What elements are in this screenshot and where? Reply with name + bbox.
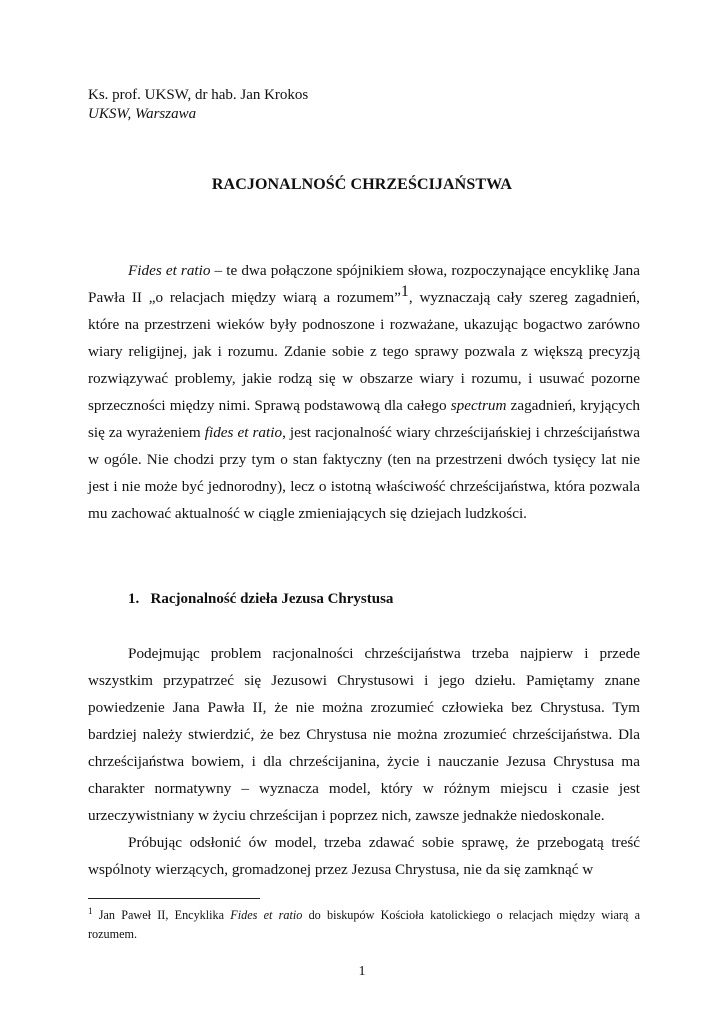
author-block — [88, 86, 308, 124]
author-affiliation: UKSW, Warszawa — [88, 106, 197, 122]
section-heading: 1. Racjonalność dzieła Jezusa Chrystusa — [128, 591, 394, 607]
body-paragraph: Podejmując problem racjonalności chrześcijaństwa trzeba najpierw i przede wszystkim przypatrzeć się Jezusowi Chrystusowi i jego dziełu. Pamiętamy znane powiedzenie Jana Pawła II, że nie można zrozumieć człowieka bez Chrystusa. Tym bardziej należy stwierdzić, że bez Chrystusa nie można zrozumieć chrześcijaństwa. Dla chrześcijaństwa bowiem, i dla chrześcijanina, życie i nauczanie Jezusa Chrystusa ma charakter normatywny – wyznacza model, który w różnym miejscu i czasie jest urzeczywistniany w życiu chrześcijan i poprzez nich, zawsze jednakże niedoskonale. — [88, 645, 640, 824]
intro-text-1: – te dwa połączone spójnikiem słowa, rozpoczynające encyklikę Jana Pawła II „o relacjach między wiarą a rozumem” — [88, 262, 640, 306]
intro-paragraph — [88, 257, 640, 527]
footnote-text-2: do biskupów Kościoła katolickiego o relacjach między wiarą a rozumem. — [88, 908, 640, 941]
italic-term: spectrum — [450, 397, 507, 414]
footnote-ref[interactable]: 1 — [400, 282, 409, 300]
footnote-italic: Fides et ratio — [230, 908, 303, 922]
page-number: 1 — [358, 964, 366, 979]
document-title: RACJONALNOŚĆ CHRZEŚCIJAŃSTWA — [211, 176, 513, 193]
author-name: Ks. prof. UKSW, dr hab. Jan Krokos — [88, 87, 309, 103]
section-body — [88, 640, 640, 883]
footnote-number: 1 — [88, 905, 93, 916]
footnote-text-1: Jan Paweł II, Encyklika — [92, 908, 231, 922]
footnote — [88, 906, 640, 944]
intro-text-4: , jest racjonalność wiary chrześcijańskiej i chrześcijaństwa w ogóle. Nie chodzi przy tym o stan faktyczny (ten na przestrzeni dwóch tysięcy lat nie jest i nie może być jednorodny), lecz o istotną właściwość chrześcijaństwa, która pozwala mu zachować aktualność w ciągle zmieniających się dziejach ludzkości. — [88, 424, 640, 522]
intro-text-3: zagadnień, kryjących się za wyrażeniem — [88, 397, 640, 441]
italic-term: fides et ratio — [204, 424, 283, 441]
italic-term: Fides et ratio — [128, 262, 211, 279]
footnote-divider — [88, 898, 260, 899]
intro-text-2: , wyznaczają cały szereg zagadnień, które na przestrzeni wieków były podnoszone i rozważane, ukazując bogactwo zarówno wiary religijnej, jak i rozumu. Zdanie sobie z tego sprawy pozwala z większą precyzją rozwiązywać problemy, jakie rodzą się w obszarze wiary i rozumu, i usuwać pozorne sprzeczności między nimi. Sprawą podstawową dla całego — [88, 289, 640, 414]
body-paragraph: Próbując odsłonić ów model, trzeba zdawać sobie sprawę, że przebogatą treść wspólnoty wierzących, gromadzonej przez Jezusa Chrystusa, nie da się zamknąć w — [88, 834, 640, 878]
